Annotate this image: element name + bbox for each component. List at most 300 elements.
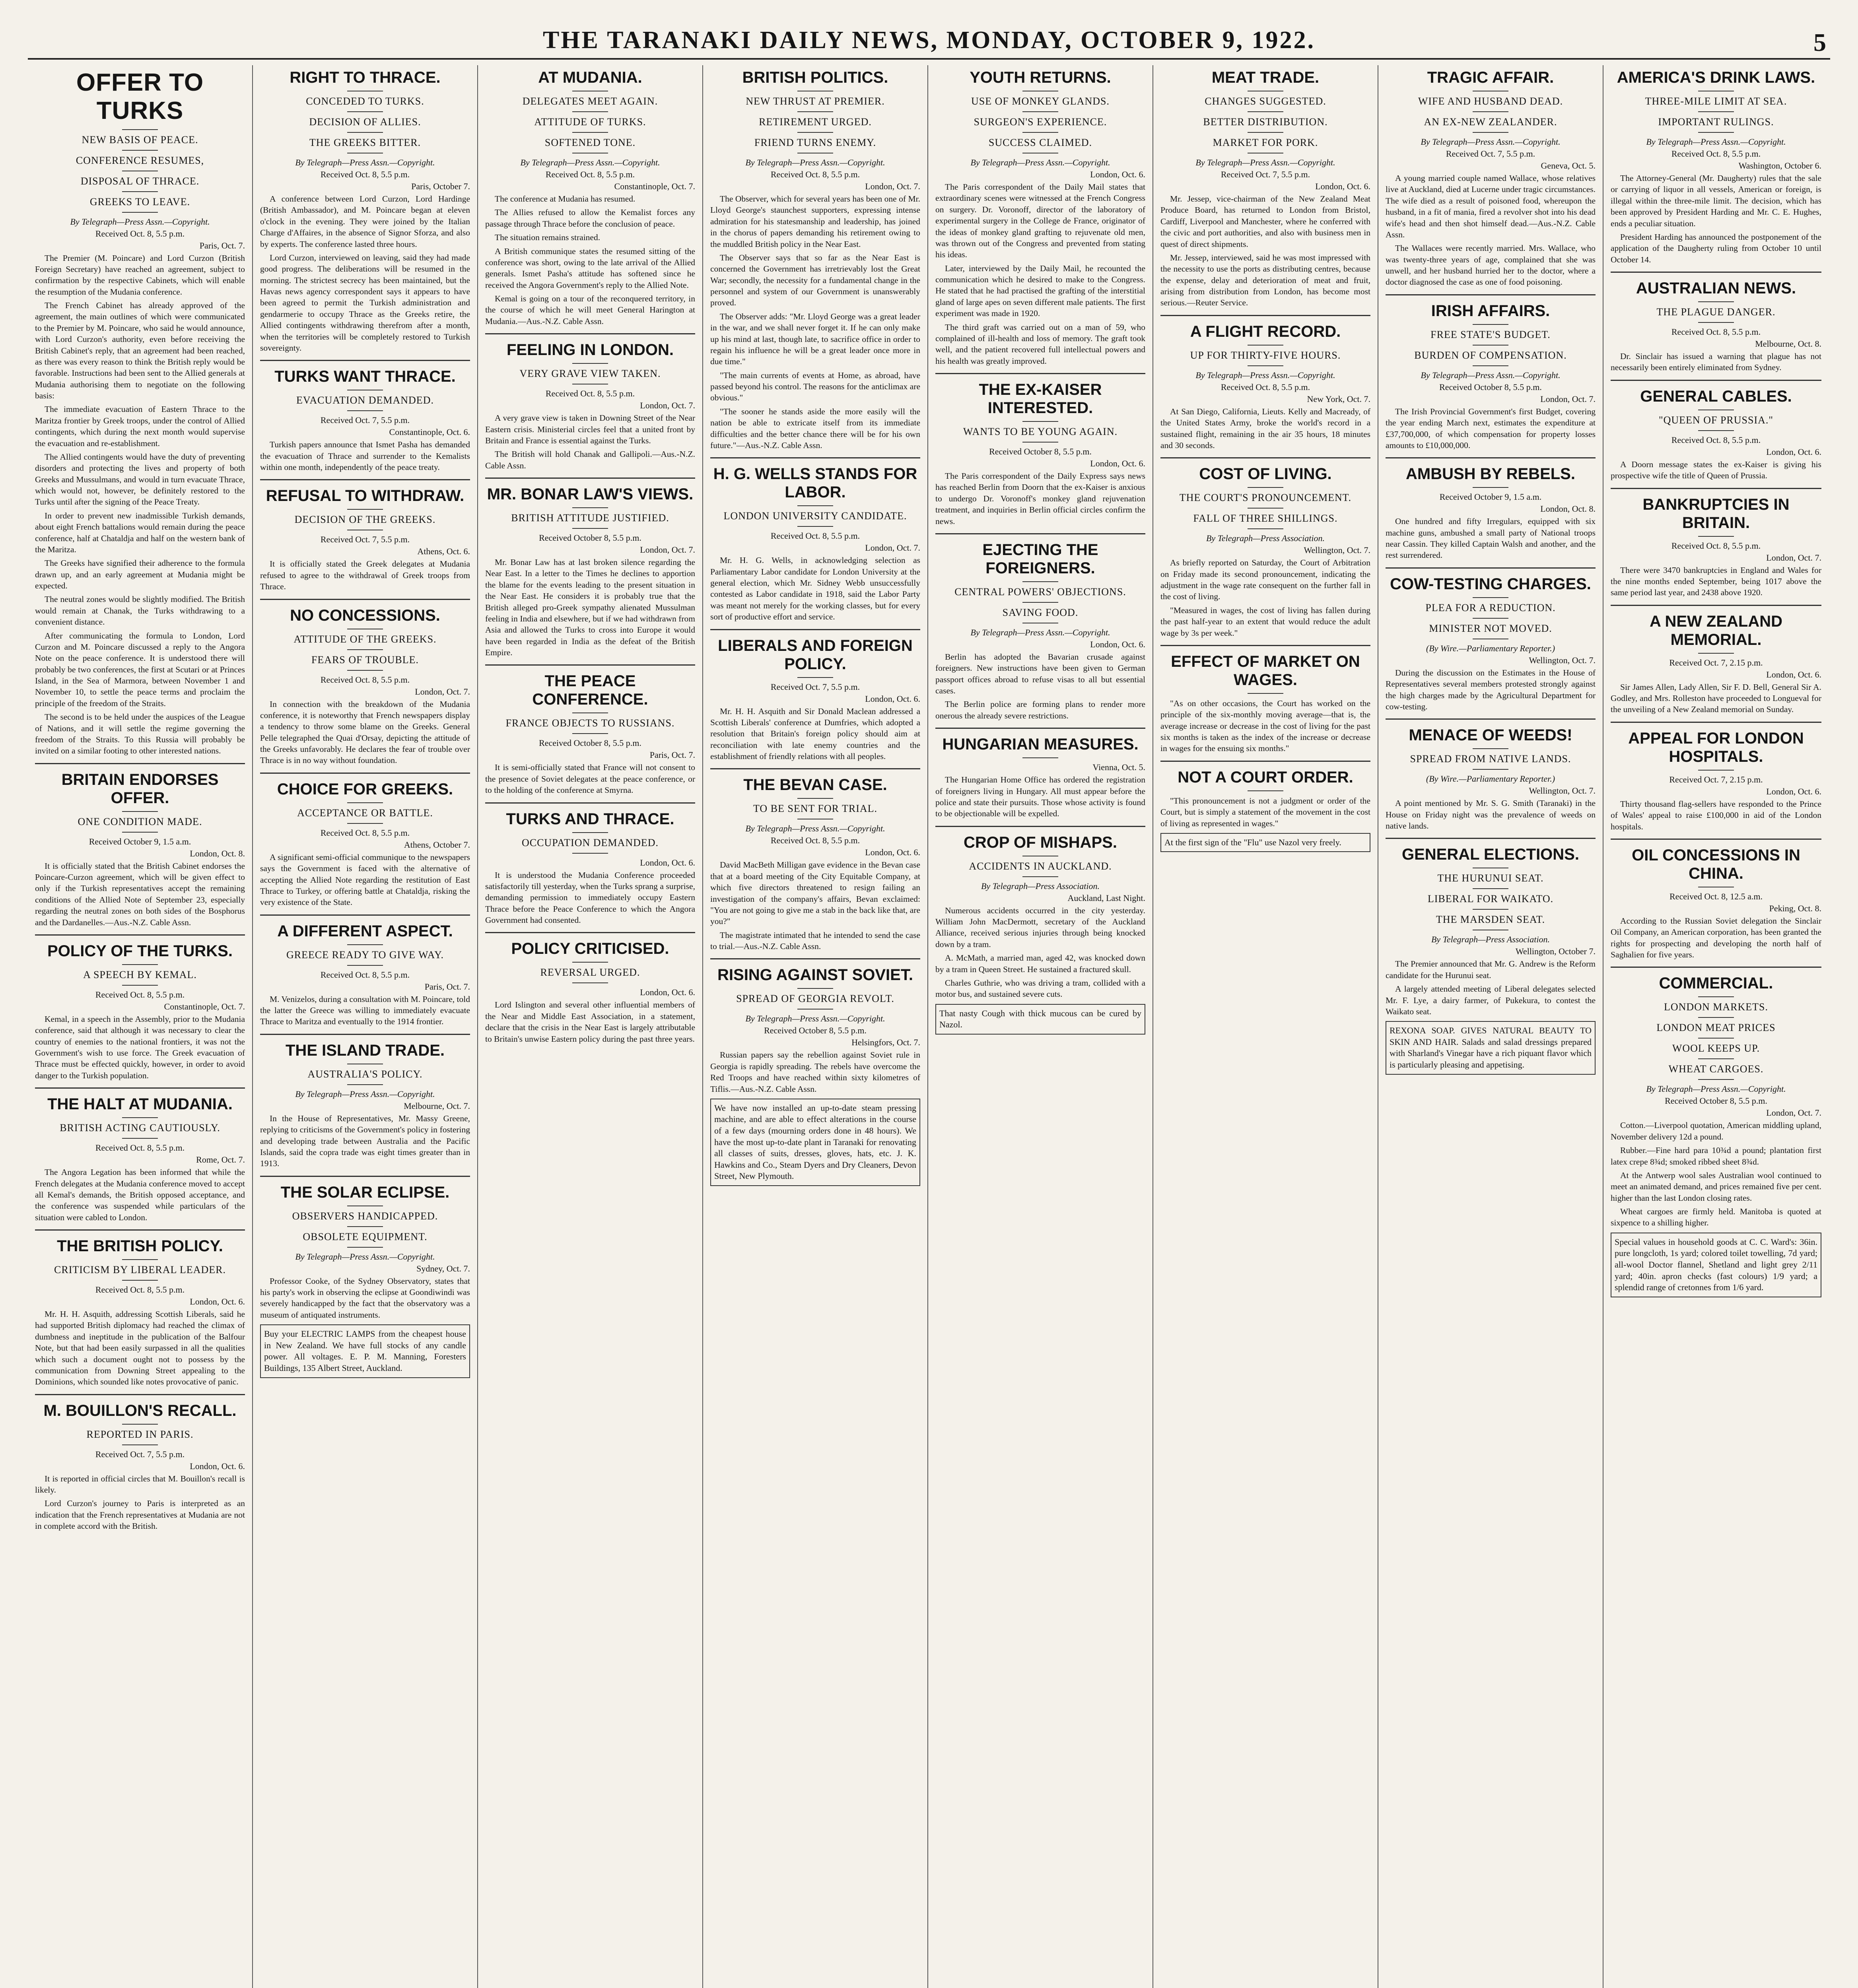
deck-divider bbox=[1473, 365, 1508, 366]
deck-divider bbox=[1022, 421, 1058, 422]
section-divider bbox=[710, 958, 920, 959]
article-deck: THE HURUNUI SEAT. bbox=[1437, 872, 1544, 884]
article bbox=[1386, 567, 1596, 712]
article-paragraph: The British will hold Chanak and Gallipoli.—Aus.-N.Z. Cable Assn. bbox=[485, 449, 695, 470]
place-dateline: Paris, Oct. 7. bbox=[199, 240, 245, 250]
deck-divider bbox=[347, 111, 383, 112]
section-divider bbox=[935, 826, 1145, 827]
article-deck: DECISION OF THE GREEKS. bbox=[294, 514, 436, 526]
article-paragraph: The conference at Mudania has resumed. bbox=[495, 194, 636, 204]
deck-divider bbox=[1022, 581, 1058, 582]
advertisement: Special values in household goods at C. C. Ward's: 36in. pure longcloth, 1s yard; colored toilet towelling, 7d yard; all-wool Doctor flannel, Shetland and light grey 2/11 yard; 40in. apron checks (fast colours) 1/9 yard; a splendid range of cretonnes from 1/6 yard. bbox=[1611, 1233, 1821, 1297]
article-paragraph: "As on other occasions, the Court has worked on the principle of the six-monthly moving average—that is, the average increase or decrease in the cost of living for the past six months is taken as the index of the increase or decrease in wages for the ensuing six months." bbox=[1160, 698, 1370, 753]
article-deck: GREECE READY TO GIVE WAY. bbox=[286, 949, 444, 961]
received-line: Received Oct. 8, 12.5 a.m. bbox=[1669, 891, 1763, 901]
article-headline: HUNGARIAN MEASURES. bbox=[942, 736, 1139, 753]
article-headline: THE BRITISH POLICY. bbox=[57, 1237, 223, 1255]
section-divider bbox=[485, 664, 695, 666]
section-divider bbox=[485, 802, 695, 804]
article-paragraph: Kemal is going on a tour of the reconquered territory, in the course of which he will meet General Harington at Mudania.—Aus.-N.Z. Cable Assn. bbox=[485, 294, 695, 326]
received-line: Received Oct. 8, 5.5 p.m. bbox=[770, 531, 860, 541]
article-deck: BRITISH ACTING CAUTIOUSLY. bbox=[60, 1122, 220, 1134]
article-paragraph: M. Venizelos, during a consultation with M. Poincare, told the latter the Greece was willing to immediately evacuate Thrace to Maritza and eventually to the 1914 frontier. bbox=[260, 994, 470, 1027]
article bbox=[1611, 380, 1821, 481]
article-headline: EJECTING THE FOREIGNERS. bbox=[982, 541, 1098, 577]
deck-divider bbox=[572, 733, 608, 734]
wire-source: By Telegraph—Press Assn.—Copyright. bbox=[745, 823, 885, 834]
article-deck: USE OF MONKEY GLANDS. bbox=[971, 95, 1110, 107]
article-headline: RISING AGAINST SOVIET. bbox=[717, 966, 913, 984]
article-paragraph: At San Diego, California, Lieuts. Kelly and Macready, of the United States Army, broke the world's record in a sustained flight, remaining in the air 35 hours, 18 minutes and 30 seconds. bbox=[1160, 406, 1370, 450]
article-headline: FEELING IN LONDON. bbox=[507, 341, 674, 359]
place-dateline: London, Oct. 6. bbox=[1090, 458, 1145, 468]
deck-divider bbox=[122, 191, 158, 192]
article-paragraph: Thirty thousand flag-sellers have responded to the Prince of Wales' appeal to raise £100,000 in aid of the London hospitals. bbox=[1611, 799, 1821, 831]
section-divider bbox=[1611, 272, 1821, 273]
deck-divider bbox=[347, 649, 383, 650]
deck-divider bbox=[797, 1009, 833, 1010]
article-deck: EVACUATION DEMANDED. bbox=[296, 394, 434, 406]
article-deck: AUSTRALIA'S POLICY. bbox=[307, 1068, 423, 1080]
article-deck: THE PLAGUE DANGER. bbox=[1656, 306, 1776, 318]
article-headline: APPEAL FOR LONDON HOSPITALS. bbox=[1628, 729, 1804, 765]
received-line: Received October 9, 1.5 a.m. bbox=[89, 836, 191, 846]
place-dateline: Constantinople, Oct. 7. bbox=[164, 1001, 245, 1011]
deck-divider bbox=[347, 509, 383, 510]
deck-divider bbox=[572, 832, 608, 833]
section-divider bbox=[1611, 380, 1821, 381]
article-paragraph: Turkish papers announce that Ismet Pasha has demanded the evacuation of Thrace and surrender to the Kemalists within one month, independently of the peace treaty. bbox=[260, 440, 470, 472]
article-paragraph: Rubber.—Fine hard para 10¾d a pound; plantation first latex crepe 8¾d; smoked ribbed sheet 8¾d. bbox=[1611, 1145, 1821, 1167]
deck-divider bbox=[1473, 909, 1508, 910]
article bbox=[260, 599, 470, 766]
article bbox=[35, 68, 245, 757]
deck-divider bbox=[797, 677, 833, 678]
received-line: Received Oct. 8, 5.5 p.m. bbox=[1671, 327, 1761, 337]
received-line: Received Oct. 8, 5.5 p.m. bbox=[1671, 435, 1761, 445]
article bbox=[260, 1034, 470, 1169]
article-paragraph: Lord Curzon, interviewed on leaving, said they had made good progress. The deliberations will be resumed in the morning. The strictest secrecy has been maintained, but the Havas news agency correspondent says it appears to have been agreed to permit the Turkish administration and gendarmerie to occupy Thrace as the Greeks retire, the Allied contingents withdrawing therefrom after a month, when the territories will be completely restored to Turkish sovereignty. bbox=[260, 252, 470, 353]
place-dateline: London, Oct. 7. bbox=[1766, 552, 1821, 563]
article bbox=[1160, 761, 1370, 829]
deck-divider bbox=[1698, 1038, 1734, 1039]
article-deck: LIBERAL FOR WAIKATO. bbox=[1427, 893, 1554, 905]
place-dateline: Rome, Oct. 7. bbox=[196, 1155, 245, 1165]
article-paragraph: A young married couple named Wallace, whose relatives live at Auckland, died at Lucerne under tragic circumstances. The wife died as a result of poisoned food, whereupon the husband, in a fit of mania, fired a revolver shot into his dead wife's head and then shot himself dead.—Aus.-N.Z. Cable Assn. bbox=[1386, 173, 1596, 239]
article-paragraph: In order to prevent new inadmissible Turkish demands, about eight French battalions would remain during the peace conference, half at Chataldja and half on the western bank of the Maritza. bbox=[35, 511, 245, 554]
place-dateline: London, Oct. 8. bbox=[1540, 504, 1596, 514]
section-divider bbox=[35, 1087, 245, 1089]
place-dateline: Sydney, Oct. 7. bbox=[416, 1263, 470, 1274]
place-dateline: Washington, October 6. bbox=[1738, 161, 1821, 171]
article-deck: WHEAT CARGOES. bbox=[1668, 1063, 1764, 1075]
deck-divider bbox=[1473, 748, 1508, 749]
place-dateline: Paris, Oct. 7. bbox=[649, 750, 695, 760]
advertisement: That nasty Cough with thick mucous can be cured by Nazol. bbox=[935, 1004, 1145, 1035]
article-headline: POLICY OF THE TURKS. bbox=[47, 942, 233, 960]
article-paragraph: A point mentioned by Mr. S. G. Smith (Taranaki) in the House on Friday night was the prevalence of weeds on native lands. bbox=[1386, 798, 1596, 831]
deck-divider bbox=[347, 944, 383, 945]
section-divider bbox=[35, 1229, 245, 1231]
article bbox=[710, 629, 920, 762]
place-dateline: London, Oct. 7. bbox=[865, 181, 920, 191]
deck-divider bbox=[1473, 618, 1508, 619]
deck-divider bbox=[797, 505, 833, 506]
article bbox=[1386, 838, 1596, 1017]
article-paragraph: As briefly reported on Saturday, the Court of Arbitration on Friday made its second pronouncement, indicating the adjustment in the wage rate consequent on the further fall in the cost of living. bbox=[1160, 558, 1370, 602]
article bbox=[485, 802, 695, 926]
article-deck: FEARS OF TROUBLE. bbox=[311, 654, 419, 666]
article-paragraph: Charles Guthrie, who was driving a tram, collided with a motor bus, and sustained severe cuts. bbox=[935, 978, 1145, 999]
columns-container bbox=[28, 65, 1830, 1988]
article-deck: BRITISH ATTITUDE JUSTIFIED. bbox=[511, 512, 669, 524]
deck-divider bbox=[572, 111, 608, 112]
received-line: Received October 8, 5.5 p.m. bbox=[989, 447, 1092, 456]
article bbox=[710, 457, 920, 622]
article-paragraph: It is officially stated that the British Cabinet endorses the Poincare-Curzon agreement, which will be given effect to only if the Turkish representatives accept the remaining conditions of the Allied Note of September 23, especially regarding the neutral zones on both sides of the Bosphorus and the Dardanelles.—Aus.-N.Z. Cable Assn. bbox=[35, 861, 245, 927]
article bbox=[485, 932, 695, 1044]
article-deck: DELEGATES MEET AGAIN. bbox=[522, 95, 658, 107]
article-deck: THE GREEKS BITTER. bbox=[309, 137, 421, 148]
wire-source: By Telegraph—Press Assn.—Copyright. bbox=[520, 157, 660, 167]
wire-source: By Telegraph—Press Assn.—Copyright. bbox=[1195, 370, 1335, 380]
deck-divider bbox=[1248, 790, 1283, 791]
article bbox=[35, 763, 245, 928]
deck-divider bbox=[1022, 757, 1058, 758]
article-deck: NEW THRUST AT PREMIER. bbox=[746, 95, 885, 107]
article-paragraph: The Allies refused to allow the Kemalist forces any passage through Thrace before the conclusion of peace. bbox=[485, 208, 695, 229]
article-deck: LONDON MEAT PRICES bbox=[1656, 1022, 1776, 1034]
article-paragraph: A conference between Lord Curzon, Lord Hardinge (British Ambassador), and M. Poincare began at eleven o'clock in the evening. They were joined by the Italian Charge d'Affaires, in the absence of Signor Sforza, and also by experts. The conference lasted three hours. bbox=[260, 194, 470, 249]
article-paragraph: Mr. Jessep, vice-chairman of the New Zealand Meat Produce Board, has returned to London from Bristol, Cardiff, Liverpool and Manchester, where he conferred with the civic and port authorities, and also with business men in quest of direct shipments. bbox=[1160, 194, 1370, 249]
article-paragraph: The Attorney-General (Mr. Daugherty) rules that the sale or carrying of liquor in all vessels, American or foreign, is illegal within the three-mile limit. The decision, which has been approved by President Harding and Mr. C. E. Hughes, ends a peculiar situation. bbox=[1611, 173, 1821, 228]
article-headline: YOUTH RETURNS. bbox=[970, 69, 1111, 86]
article bbox=[35, 1394, 245, 1532]
article-headline: MENACE OF WEEDS! bbox=[1409, 726, 1572, 744]
article bbox=[710, 958, 920, 1095]
article-paragraph: The third graft was carried out on a man of 59, who complained of ill-health and loss of memory. The graft took well, and the patient recovered full intellectual powers and his health was greatly improved. bbox=[935, 322, 1145, 366]
section-divider bbox=[710, 768, 920, 769]
wire-source: By Telegraph—Press Assn.—Copyright. bbox=[745, 157, 885, 167]
article bbox=[935, 826, 1145, 1000]
article-paragraph: The second is to be held under the auspices of the League of Nations, and it will settle the regime governing the freedom of the Straits. To this Russia will probably be invited on a similar footing to other interested nations. bbox=[35, 712, 245, 756]
article-deck: THREE-MILE LIMIT AT SEA. bbox=[1645, 95, 1787, 107]
place-dateline: London, Oct. 6. bbox=[190, 1461, 245, 1471]
article-deck: BURDEN OF COMPENSATION. bbox=[1414, 349, 1567, 361]
article-headline: CHOICE FOR GREEKS. bbox=[277, 780, 453, 798]
deck-divider bbox=[347, 410, 383, 411]
received-line: Received Oct. 7, 2.15 p.m. bbox=[1669, 774, 1763, 784]
article-deck: ACCEPTANCE OR BATTLE. bbox=[297, 807, 433, 819]
article-headline: THE BEVAN CASE. bbox=[743, 776, 887, 794]
section-divider bbox=[1611, 722, 1821, 723]
article-deck: WANTS TO BE YOUNG AGAIN. bbox=[963, 426, 1118, 437]
section-divider bbox=[260, 360, 470, 361]
section-divider bbox=[35, 763, 245, 764]
deck-divider bbox=[347, 823, 383, 824]
section-divider bbox=[1386, 294, 1596, 295]
article-headline: REFUSAL TO WITHDRAW. bbox=[266, 487, 464, 505]
column-2 bbox=[253, 65, 478, 1988]
place-dateline: Melbourne, Oct. 8. bbox=[1755, 339, 1821, 349]
article-paragraph: There were 3470 bankruptcies in England and Wales for the nine months ended September, being 1017 above the same period last year, and 2438 above 1920. bbox=[1611, 565, 1821, 598]
deck-divider bbox=[1473, 597, 1508, 598]
article bbox=[1611, 272, 1821, 373]
article-paragraph: It is understood the Mudania Conference proceeded satisfactorily till yesterday, when the Turks sprang a surprise, demanding permission to immediately occupy Eastern Thrace before the Peace Conference to which the Angora Government had consented. bbox=[485, 870, 695, 925]
article bbox=[935, 68, 1145, 367]
article bbox=[1386, 457, 1596, 561]
article-headline: COW-TESTING CHARGES. bbox=[1390, 575, 1591, 593]
article-paragraph: The Premier (M. Poincare) and Lord Curzon (British Foreign Secretary) have reached an agreement, subject to confirmation by the respective Cabinets, which will enable the resumption of the Mudania conference. bbox=[35, 253, 245, 297]
place-dateline: London, Oct. 8. bbox=[190, 848, 245, 858]
article bbox=[35, 1087, 245, 1223]
article-deck: REPORTED IN PARIS. bbox=[86, 1428, 194, 1440]
deck-divider bbox=[572, 507, 608, 508]
article-paragraph: A Doorn message states the ex-Kaiser is giving his prospective wife the title of Queen of Prussia. bbox=[1611, 459, 1821, 481]
article bbox=[485, 478, 695, 658]
article bbox=[1386, 294, 1596, 451]
article-paragraph: Lord Islington and several other influential members of the Near and Middle East Association, in a statement, declare that the crisis in the Near East is largely attributable to Britain's unwise Eastern policy during the past three years. bbox=[485, 1000, 695, 1044]
article-headline: TRAGIC AFFAIR. bbox=[1427, 69, 1554, 86]
place-dateline: Wellington, Oct. 7. bbox=[1304, 545, 1370, 555]
place-dateline: Athens, Oct. 6. bbox=[417, 546, 470, 557]
article bbox=[260, 914, 470, 1027]
article-deck: A SPEECH BY KEMAL. bbox=[83, 969, 197, 980]
received-line: Received Oct. 8, 5.5 p.m. bbox=[95, 1143, 185, 1153]
article-deck: SPREAD OF GEORGIA REVOLT. bbox=[736, 993, 894, 1005]
article-paragraph: The Irish Provincial Government's first Budget, covering the year ending March next, estimates the expenditure at £37,700,000, of which compensation for property losses amounts to £10,000,000. bbox=[1386, 406, 1596, 450]
wire-source: By Telegraph—Press Association. bbox=[1206, 533, 1325, 544]
deck-divider bbox=[797, 132, 833, 133]
article-deck: DECISION OF ALLIES. bbox=[309, 116, 421, 128]
deck-divider bbox=[1248, 345, 1283, 346]
article-headline: AMBUSH BY REBELS. bbox=[1406, 465, 1575, 483]
place-dateline: London, Oct. 6. bbox=[865, 847, 920, 858]
deck-divider bbox=[1473, 111, 1508, 112]
column-6 bbox=[1153, 65, 1378, 1988]
place-dateline: London, Oct. 6. bbox=[865, 693, 920, 704]
section-divider bbox=[1611, 605, 1821, 606]
deck-divider bbox=[1698, 301, 1734, 302]
deck-divider bbox=[122, 1444, 158, 1445]
article-deck: "QUEEN OF PRUSSIA." bbox=[1659, 414, 1773, 426]
article-headline: GENERAL CABLES. bbox=[1640, 387, 1792, 405]
article-headline: A FLIGHT RECORD. bbox=[1190, 322, 1341, 340]
advertisement: Buy your ELECTRIC LAMPS from the cheapest house in New Zealand. We have full stocks of any candle power. All voltages. E. P. M. Manning, Foresters Buildings, 135 Albert Street, Auckland. bbox=[260, 1324, 470, 1378]
article-paragraph: At the Antwerp wool sales Australian wool continued to meet an animated demand, and prices remained five per cent. higher than the last London closing rates. bbox=[1611, 1170, 1821, 1203]
article-paragraph: It is reported in official circles that M. Bouillon's recall is likely. bbox=[35, 1474, 245, 1495]
deck-divider bbox=[122, 212, 158, 213]
deck-divider bbox=[122, 129, 158, 130]
article-deck: ONE CONDITION MADE. bbox=[78, 815, 202, 827]
article-paragraph: Kemal, in a speech in the Assembly, prior to the Mudania conference, said that although it was necessary to clear the country of enemies to the national frontiers, it was not the Government's wish to use force. The Greek evacuation of Thrace must be effected quickly, however, in order to avoid danger to the Turkish population. bbox=[35, 1014, 245, 1080]
deck-divider bbox=[347, 1084, 383, 1085]
received-line: Received Oct. 7, 5.5 p.m. bbox=[1221, 169, 1310, 179]
article-headline: MR. BONAR LAW'S VIEWS. bbox=[487, 485, 694, 503]
deck-divider bbox=[347, 965, 383, 966]
article-paragraph: Sir James Allen, Lady Allen, Sir F. D. Bell, General Sir A. Godley, and Mrs. Rolleston have proceeded to Longueval for the unveiling of a New Zealand memorial on Sunday. bbox=[1611, 682, 1821, 714]
article-headline: NOT A COURT ORDER. bbox=[1178, 768, 1353, 786]
deck-divider bbox=[1473, 888, 1508, 889]
place-dateline: London, Oct. 6. bbox=[190, 1297, 245, 1307]
article-deck: RETIREMENT URGED. bbox=[759, 116, 872, 128]
page-number: 5 bbox=[1813, 28, 1826, 56]
place-dateline: London, Oct. 7. bbox=[640, 400, 695, 411]
deck-divider bbox=[1022, 602, 1058, 603]
section-divider bbox=[485, 478, 695, 479]
article bbox=[1611, 967, 1821, 1228]
article-paragraph: It is semi-officially stated that France will not consent to the presence of Soviet delegates at the peace conference, or to the holding of the conference at Smyrna. bbox=[485, 763, 695, 795]
deck-divider bbox=[347, 132, 383, 133]
article-paragraph: A very grave view is taken in Downing Street of the Near Eastern crisis. Ministerial circles feel that a united front by Britain and France is essential against the Turks. bbox=[485, 413, 695, 445]
article bbox=[935, 533, 1145, 721]
received-line: Received Oct. 7, 5.5 p.m. bbox=[95, 1449, 185, 1459]
place-dateline: London, Oct. 7. bbox=[640, 545, 695, 555]
place-dateline: Helsingfors, Oct. 7. bbox=[851, 1037, 920, 1048]
deck-divider bbox=[1248, 365, 1283, 366]
place-dateline: Auckland, Last Night. bbox=[1067, 893, 1145, 903]
section-divider bbox=[1160, 761, 1370, 762]
column-3 bbox=[478, 65, 703, 1988]
section-divider bbox=[260, 1176, 470, 1177]
deck-divider bbox=[572, 132, 608, 133]
article-deck: THE COURT'S PRONOUNCEMENT. bbox=[1179, 492, 1352, 504]
article bbox=[485, 664, 695, 796]
article-headline: A NEW ZEALAND MEMORIAL. bbox=[1649, 612, 1783, 648]
article bbox=[1160, 68, 1370, 309]
section-divider bbox=[710, 629, 920, 630]
article-paragraph: A British communique states the resumed sitting of the conference was short, owing to the late arrival of the Allied generals. Ismet Pasha's attitude has softened since he received the Angora Government's reply to the Allied Note. bbox=[485, 246, 695, 290]
place-dateline: Vienna, Oct. 5. bbox=[1092, 762, 1145, 773]
article-deck: FREE STATE'S BUDGET. bbox=[1430, 328, 1551, 340]
article-deck: FRIEND TURNS ENEMY. bbox=[754, 137, 877, 148]
article-headline: POLICY CRITICISED. bbox=[511, 940, 669, 958]
place-dateline: London, Oct. 6. bbox=[1766, 669, 1821, 679]
article-deck: OBSOLETE EQUIPMENT. bbox=[303, 1231, 428, 1242]
deck-divider bbox=[1698, 770, 1734, 771]
article-headline: AMERICA'S DRINK LAWS. bbox=[1617, 69, 1815, 86]
received-line: Received Oct. 8, 5.5 p.m. bbox=[1221, 382, 1310, 392]
section-divider bbox=[485, 333, 695, 334]
place-dateline: Paris, October 7. bbox=[411, 181, 470, 191]
article-paragraph: Mr. H. H. Asquith, addressing Scottish Liberals, said he had supported British diplomacy had reached the climax of dumbness and ineptitude in the publication of the Balfour Note, but that had been easily surpassed in all the qualities which such a document ought not to possess by the communication from Downing Street appealing to the Dominions, which sounded like notes provocative of panic. bbox=[35, 1309, 245, 1387]
article-headline: BANKRUPTCIES IN BRITAIN. bbox=[1642, 495, 1790, 532]
article-headline: LIBERALS AND FOREIGN POLICY. bbox=[718, 637, 913, 673]
wire-source: By Telegraph—Press Assn.—Copyright. bbox=[295, 157, 435, 167]
article-paragraph: Berlin has adopted the Bavarian crusade against foreigners. New instructions have been given to German passport offices abroad to refuse visas to all but essential cases. bbox=[935, 652, 1145, 695]
article bbox=[1611, 722, 1821, 832]
article-paragraph: The immediate evacuation of Eastern Thrace to the Maritza frontier by Greek troops, under the control of Allied contingents, which during the next month would supervise the evacuation and re-establishment. bbox=[35, 404, 245, 448]
article-deck: BETTER DISTRIBUTION. bbox=[1203, 116, 1328, 128]
deck-divider bbox=[1698, 653, 1734, 654]
article bbox=[1160, 457, 1370, 639]
received-line: Received October 8, 5.5 p.m. bbox=[1439, 382, 1542, 392]
article-paragraph: The Angora Legation has been informed that while the French delegates at the Mudania conference moved to accept all Kemal's demands, the British opposed acceptance, and the conference was suspended while particulars of the situation were cabled to London. bbox=[35, 1167, 245, 1222]
deck-divider bbox=[1698, 536, 1734, 537]
received-line: Received Oct. 7, 5.5 p.m. bbox=[320, 415, 410, 425]
deck-divider bbox=[1022, 442, 1058, 443]
received-line: Received Oct. 8, 5.5 p.m. bbox=[320, 969, 410, 980]
advertisement: REXONA SOAP. GIVES NATURAL BEAUTY TO SKIN AND HAIR. Salads and salad dressings prepared with Sharland's Vinegar have a rich piquant flavor which is particularly pleasing and appetising. bbox=[1386, 1021, 1596, 1074]
section-divider bbox=[1160, 315, 1370, 316]
deck-divider bbox=[1473, 345, 1508, 346]
received-line: Received Oct. 7, 5.5 p.m. bbox=[1446, 149, 1535, 159]
article bbox=[1160, 645, 1370, 754]
article-paragraph: It is officially stated the Greek delegates at Mudania refused to agree to the withdrawal of Greek troops from Thrace. bbox=[260, 559, 470, 592]
article bbox=[1611, 839, 1821, 961]
received-line: Received October 8, 5.5 p.m. bbox=[1665, 1096, 1767, 1106]
article bbox=[260, 773, 470, 908]
masthead bbox=[28, 22, 1830, 60]
received-line: Received Oct. 7, 5.5 p.m. bbox=[770, 681, 860, 692]
article-headline: AT MUDANIA. bbox=[538, 69, 642, 86]
article bbox=[260, 479, 470, 592]
article-headline: NO CONCESSIONS. bbox=[290, 606, 440, 624]
received-line: Received Oct. 8, 5.5 p.m. bbox=[320, 169, 410, 179]
received-line: Received Oct. 7, 5.5 p.m. bbox=[320, 534, 410, 545]
received-line: Received Oct. 7, 2.15 p.m. bbox=[1669, 657, 1763, 668]
article-headline: THE HALT AT MUDANIA. bbox=[47, 1095, 233, 1113]
article-deck: IMPORTANT RULINGS. bbox=[1658, 116, 1774, 128]
article-headline: BRITAIN ENDORSES OFFER. bbox=[61, 771, 219, 807]
received-line: Received Oct. 8, 5.5 p.m. bbox=[770, 835, 860, 846]
article-deck: UP FOR THIRTY-FIVE HOURS. bbox=[1190, 349, 1341, 361]
place-dateline: London, Oct. 7. bbox=[1766, 1108, 1821, 1118]
place-dateline: Geneva, Oct. 5. bbox=[1541, 161, 1596, 171]
deck-divider bbox=[122, 1424, 158, 1425]
article-paragraph: Later, interviewed by the Daily Mail, he recounted the communication which he desired to make to the Congress. He stated that he had practised the grafting of the interstitial gland of large apes on seven different male patients. The first experiment was made in 1920. bbox=[935, 263, 1145, 318]
deck-divider bbox=[1473, 487, 1508, 488]
article bbox=[1611, 488, 1821, 598]
article-paragraph: "Measured in wages, the cost of living has fallen during the past half-year to an extent that would reduce the adult wage by 3s per week." bbox=[1160, 605, 1370, 638]
article bbox=[1386, 68, 1596, 288]
deck-divider bbox=[1473, 132, 1508, 133]
article-deck: LONDON MARKETS. bbox=[1664, 1001, 1768, 1013]
wire-source: By Telegraph—Press Assn.—Copyright. bbox=[1646, 137, 1786, 147]
article bbox=[260, 68, 470, 353]
article-deck: MINISTER NOT MOVED. bbox=[1429, 622, 1552, 634]
article-paragraph: David MacBeth Milligan gave evidence in the Bevan case that at a board meeting of the City Equitable Company, at which five directors threatened to resign failing an investigation of the company's affairs, Bevan exclaimed: "You are not going to give me a stab in the back like that, are you?" bbox=[710, 860, 920, 926]
deck-divider bbox=[1248, 693, 1283, 694]
masthead-title: THE TARANAKI DAILY NEWS, MONDAY, OCTOBER 9, 1922. bbox=[542, 26, 1316, 54]
deck-divider bbox=[122, 964, 158, 965]
place-dateline: Wellington, Oct. 7. bbox=[1529, 655, 1596, 665]
article-deck: CHANGES SUGGESTED. bbox=[1205, 95, 1326, 107]
article-headline: RIGHT TO THRACE. bbox=[290, 69, 441, 86]
place-dateline: London, Oct. 6. bbox=[640, 987, 695, 998]
article-paragraph: The Observer says that so far as the Near East is concerned the Government has irretrievably lost the Great War; secondly, the necessity for a fundamental change in the personnel and system of our Government is unanswerably proved. bbox=[710, 252, 920, 308]
article-deck: THE MARSDEN SEAT. bbox=[1436, 914, 1545, 926]
article-deck: SPREAD FROM NATIVE LANDS. bbox=[1410, 753, 1571, 765]
deck-divider bbox=[572, 363, 608, 364]
article bbox=[485, 68, 695, 327]
section-divider bbox=[710, 457, 920, 458]
advertisement: At the first sign of the "Flu" use Nazol very freely. bbox=[1160, 833, 1370, 852]
place-dateline: Wellington, October 7. bbox=[1515, 946, 1596, 957]
received-line: Received Oct. 8, 5.5 p.m. bbox=[545, 169, 635, 179]
deck-divider bbox=[572, 982, 608, 983]
article-paragraph: The Berlin police are forming plans to render more onerous the already severe restrictions. bbox=[935, 699, 1145, 720]
article-paragraph: Cotton.—Liverpool quotation, American middling upland, November delivery 12d a pound. bbox=[1611, 1120, 1821, 1142]
article bbox=[1611, 605, 1821, 715]
article-paragraph: The neutral zones would be slightly modified. The British would remain at Chanak, the Turks withdrawing to a convenient distance. bbox=[35, 594, 245, 627]
place-dateline: Constantinople, Oct. 6. bbox=[389, 427, 470, 437]
wire-source: (By Wire.—Parliamentary Reporter.) bbox=[1426, 643, 1555, 653]
section-divider bbox=[35, 1394, 245, 1395]
article bbox=[1611, 68, 1821, 265]
deck-divider bbox=[1248, 111, 1283, 112]
deck-divider bbox=[1698, 430, 1734, 431]
